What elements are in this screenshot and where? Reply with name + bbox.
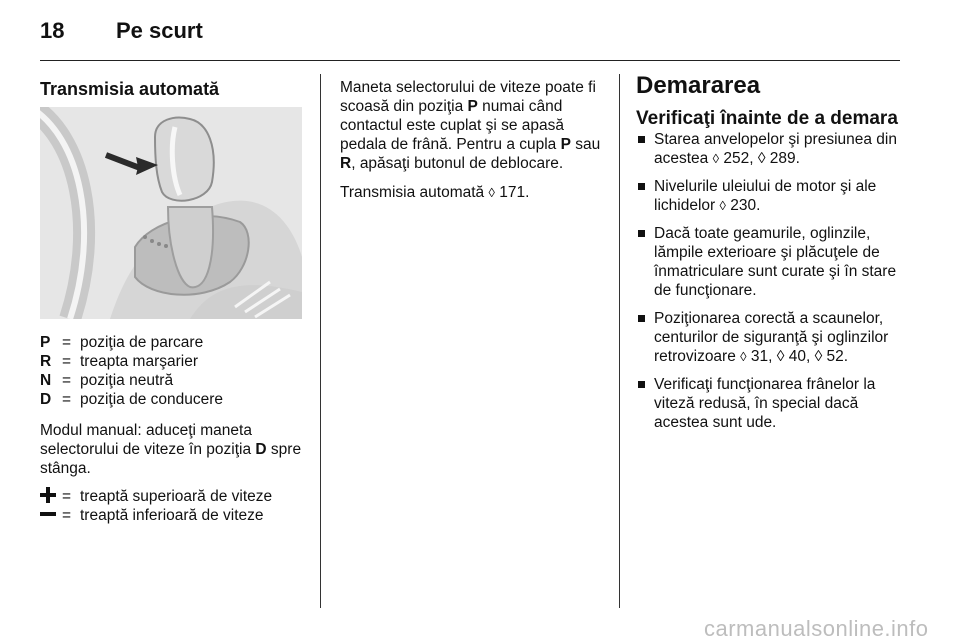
shift-legend-item <box>40 487 308 506</box>
legend-eq: = <box>62 353 72 370</box>
shift-legend <box>40 487 308 525</box>
legend-key: R <box>40 353 52 370</box>
section-heading-demararea: Demararea <box>636 72 761 99</box>
transmission-ref-paragraph <box>340 183 608 202</box>
manual-mode-paragraph <box>40 421 308 478</box>
gear-position-legend <box>40 333 308 409</box>
list-item <box>636 177 904 215</box>
subsection-heading: Verificaţi înainte de a demara <box>636 108 898 129</box>
legend-eq: = <box>62 488 72 505</box>
page-number: 18 <box>40 18 65 43</box>
bold-span: P <box>467 98 478 115</box>
column-divider-2 <box>619 74 620 608</box>
page-ref-icon: ◊ <box>488 185 495 200</box>
legend-eq: = <box>62 391 72 408</box>
shift-legend-item <box>40 506 308 525</box>
checklist <box>636 130 904 432</box>
legend-item <box>40 333 308 352</box>
page-ref-link[interactable]: 171. <box>494 184 530 201</box>
legend-text: treaptă inferioară de viteze <box>80 507 264 524</box>
legend-text: poziţia neutră <box>80 372 174 389</box>
plus-icon <box>40 487 56 503</box>
shift-release-paragraph <box>340 78 608 173</box>
list-item <box>636 375 904 432</box>
legend-item <box>40 371 308 390</box>
legend-text: poziţia de parcare <box>80 334 204 351</box>
legend-key: P <box>40 334 51 351</box>
list-item <box>636 309 904 366</box>
manual-mode-text: Modul manual: aduceţi maneta selectorului de viteze în poziţia <box>40 422 256 458</box>
legend-item <box>40 390 308 409</box>
column-2 <box>340 78 608 202</box>
page-ref-link[interactable]: 230. <box>730 197 761 214</box>
legend-eq: = <box>62 372 72 389</box>
text-span: numai când contactul este cuplat şi se apasă pedala de frână. Pentru a cupla <box>340 98 565 153</box>
minus-icon <box>40 506 56 522</box>
gear-selector-illustration-icon <box>40 107 302 319</box>
text-span: sau <box>570 136 601 153</box>
legend-key: N <box>40 372 52 389</box>
page-ref-link[interactable]: 252, ◊ 289. <box>723 150 800 167</box>
page-ref-link[interactable]: 31, ◊ 40, ◊ 52. <box>750 348 849 365</box>
column-1-body <box>40 333 308 525</box>
text-span: Dacă toate geamurile, oglinzile, lămpile exterioare şi plăcuţele de înmatriculare sunt curate şi în stare de funcţionare. <box>654 225 897 299</box>
bold-span: P <box>560 136 571 153</box>
manual-mode-bold: D <box>255 441 267 458</box>
header-rule <box>40 60 900 61</box>
legend-text: poziţia de conducere <box>80 391 224 408</box>
chapter-title: Pe scurt <box>116 18 203 43</box>
list-item <box>636 224 904 300</box>
text-span: Starea anvelopelor şi presiunea din acestea <box>654 131 897 167</box>
watermark: carmanualsonline.info <box>704 616 929 641</box>
page-header <box>0 0 960 62</box>
legend-item <box>40 352 308 371</box>
page-ref-icon: ◊ <box>740 349 747 364</box>
text-span: Maneta selectorului de viteze poate fi scoasă din poziţia <box>340 79 596 115</box>
legend-text: treaptă superioară de viteze <box>80 488 273 505</box>
page-ref-icon: ◊ <box>712 151 720 166</box>
list-item <box>636 130 904 168</box>
text-span: Transmisia automată <box>340 184 489 201</box>
text-span: Verificaţi funcţionarea frânelor la viteză redusă, în special dacă acestea sunt ude. <box>654 376 876 431</box>
text-span: Nivelurile uleiului de motor şi ale lichidelor <box>654 178 877 214</box>
page-ref-icon: ◊ <box>719 198 726 213</box>
bold-span: R <box>340 155 352 172</box>
column-3 <box>636 72 904 441</box>
legend-eq: = <box>62 334 72 351</box>
legend-key: D <box>40 391 52 408</box>
legend-eq: = <box>62 507 72 524</box>
text-span: , apăsaţi butonul de deblocare. <box>351 155 564 172</box>
column-1 <box>40 80 310 99</box>
manual-mode-text-end: spre stânga. <box>40 441 302 477</box>
legend-text: treapta marşarier <box>80 353 199 370</box>
section-title: Transmisia automată <box>40 79 220 99</box>
column-divider-1 <box>320 74 321 608</box>
text-span: Poziţionarea corectă a scaunelor, centurilor de siguranţă şi oglinzilor retrovizoare <box>654 310 889 365</box>
gear-selector-figure <box>40 107 302 319</box>
